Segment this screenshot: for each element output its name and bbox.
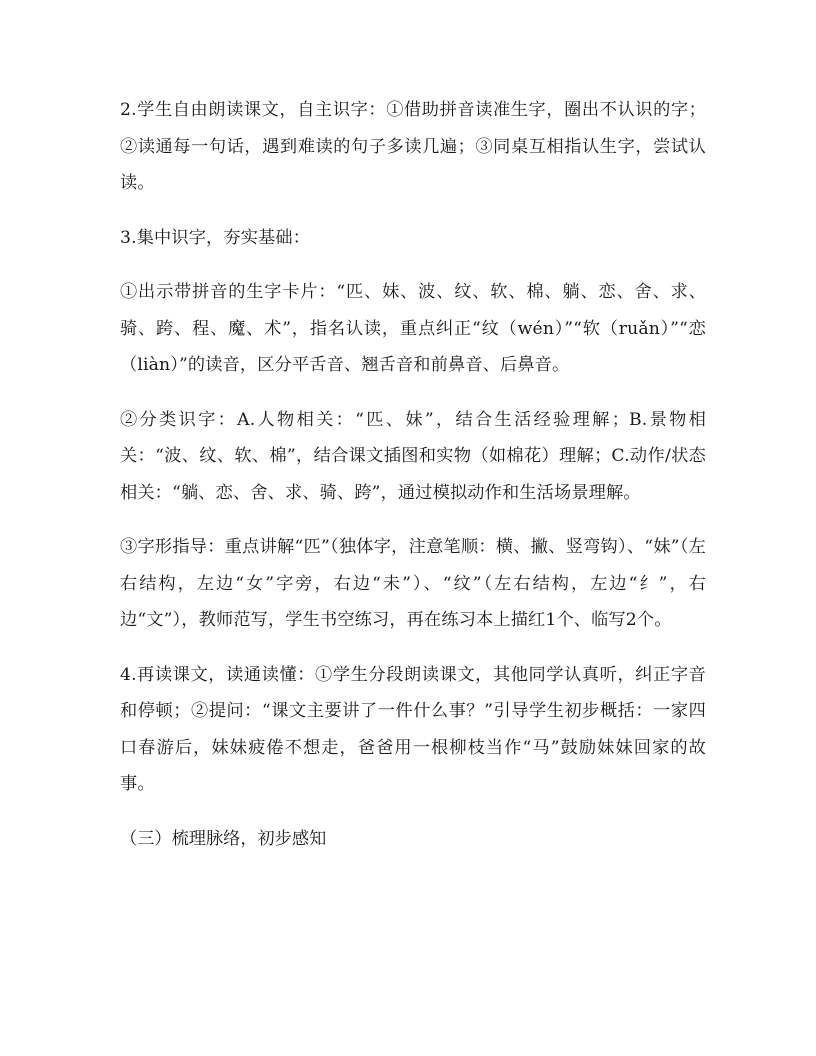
paragraph-step-3-title: 3.集中识字，夯实基础： [120,227,311,248]
paragraph-character-cards: ①出示带拼音的生字卡片：“匹、妹、波、纹、软、棉、躺、恋、舍、求、骑、跨、程、魔、术”，指名认读，重点纠正“纹（wén）”“软（ruǎn）”“恋（liàn）”的读音，区分平舌音、翘舌音和前鼻音、后鼻音。 [120,282,706,375]
document-body [120,92,706,857]
paragraph-glyph-guidance: ③字形指导：重点讲解“匹”（独体字，注意笔顺：横、撇、竖弯钩）、“妹”（左右结构，左边“女”字旁，右边“未”）、“纹”（左右结构，左边“纟”，右边“文”），教师范写，学生书空练习，再在练习本上描红1个、临写2个。 [120,537,706,630]
paragraph-step-2: 2.学生自由朗读课文，自主识字：①借助拼音读准生字，圈出不认识的字；②读通每一句话，遇到难读的句子多读几遍；③同桌互相指认生字，尝试认读。 [120,100,706,193]
section-heading: （三）梳理脉络，初步感知 [120,828,327,849]
paragraph-step-4: 4.再读课文，读通读懂：①学生分段朗读课文，其他同学认真听，纠正字音和停顿；②提问：“课文主要讲了一件什么事？”引导学生初步概括：一家四口春游后，妹妹疲倦不想走，爸爸用一根柳枝当作“马”鼓励妹妹回家的故事。 [120,664,706,794]
paragraph-categorized-literacy: ②分类识字：A.人物相关：“匹、妹”，结合生活经验理解；B.景物相关：“波、纹、软、棉”，结合课文插图和实物（如棉花）理解；C.动作/状态相关：“躺、恋、舍、求、骑、跨”，通过模拟动作和生活场景理解。 [120,409,706,503]
